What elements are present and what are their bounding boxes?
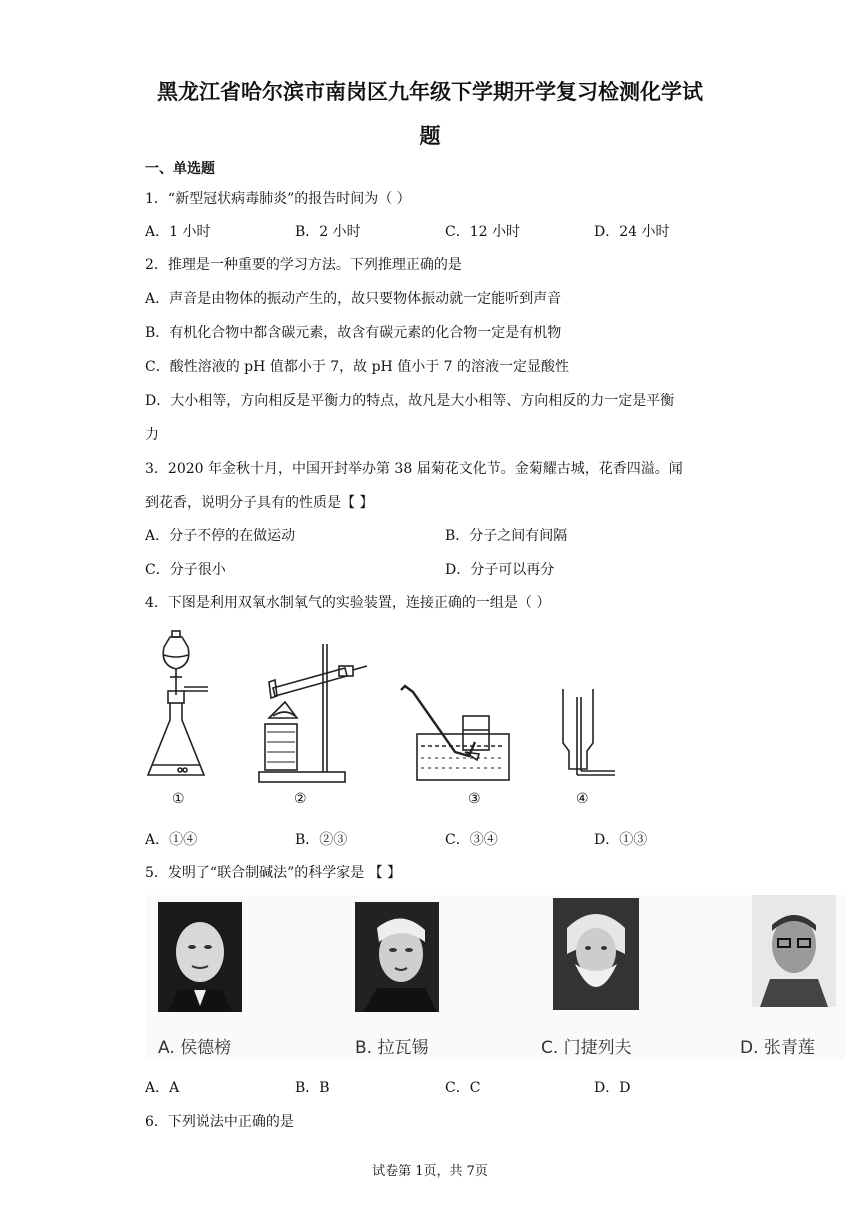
q3-option-d: D．分子可以再分 — [445, 562, 555, 578]
q4-stem: 4．下图是利用双氧水制氧气的实验装置，连接正确的一组是（ ） — [145, 595, 551, 611]
q5-option-c: C．C — [445, 1080, 481, 1096]
q4-option-c: C．③④ — [445, 832, 498, 848]
portrait-b-image — [355, 902, 439, 1012]
q1-option-b: B．2 小时 — [295, 224, 361, 240]
q2-option-b: B．有机化合物中都含碳元素，故含有碳元素的化合物一定是有机物 — [145, 325, 562, 341]
apparatus-label-1: ① — [172, 791, 185, 807]
page-footer: 试卷第 1页，共 7页 — [372, 1164, 488, 1179]
q3-stem-cont: 到花香，说明分子具有的性质是【 】 — [145, 495, 374, 511]
q3-option-c: C．分子很小 — [145, 562, 226, 578]
q3-option-a: A．分子不停的在做运动 — [145, 528, 296, 544]
q2-option-d-cont: 力 — [145, 427, 159, 443]
portrait-caption-b: B. 拉瓦锡 — [355, 1038, 429, 1058]
q2-option-c: C．酸性溶液的 pH 值都小于 7，故 pH 值小于 7 的溶液一定显酸性 — [145, 359, 570, 375]
q2-option-a: A．声音是由物体的振动产生的，故只要物体振动就一定能听到声音 — [145, 291, 562, 307]
q3-stem: 3．2020 年金秋十月，中国开封举办第 38 届菊花文化节。金菊耀古城，花香四溢。闻 — [145, 461, 683, 477]
q5-stem: 5．发明了“联合制碱法”的科学家是 【 】 — [145, 865, 402, 881]
q6-stem: 6．下列说法中正确的是 — [145, 1114, 294, 1130]
q5-option-b: B．B — [295, 1080, 330, 1096]
portrait-caption-a: A. 侯德榜 — [158, 1038, 232, 1058]
doc-title-line1: 黑龙江省哈尔滨市南岗区九年级下学期开学复习检测化学试 — [157, 80, 703, 104]
apparatus-2-heating-icon — [255, 640, 370, 785]
portrait-caption-d: D. 张青莲 — [740, 1038, 815, 1058]
section-heading: 一、单选题 — [145, 161, 215, 177]
portrait-a-image — [158, 902, 242, 1012]
doc-title-line2: 题 — [419, 124, 441, 148]
q5-option-a: A．A — [145, 1080, 180, 1096]
q4-option-b: B．②③ — [295, 832, 348, 848]
q4-option-a: A．①④ — [145, 832, 198, 848]
q5-option-d: D．D — [594, 1080, 631, 1096]
portrait-d-image — [752, 895, 836, 1007]
q1-option-d: D．24 小时 — [594, 224, 670, 240]
q4-option-d: D．①③ — [594, 832, 648, 848]
apparatus-1-flask-icon — [140, 625, 230, 785]
apparatus-label-2: ② — [294, 791, 307, 807]
q3-option-b: B．分子之间有间隔 — [445, 528, 568, 544]
apparatus-3-trough-icon — [395, 682, 515, 787]
q1-option-c: C．12 小时 — [445, 224, 520, 240]
q2-stem: 2．推理是一种重要的学习方法。下列推理正确的是 — [145, 257, 462, 273]
q2-option-d: D．大小相等，方向相反是平衡力的特点，故凡是大小相等、方向相反的力一定是平衡 — [145, 393, 675, 409]
q1-stem: 1．“新型冠状病毒肺炎”的报告时间为（ ） — [145, 191, 411, 207]
portrait-caption-c: C. 门捷列夫 — [541, 1038, 632, 1058]
portrait-c-image — [553, 898, 639, 1010]
q1-option-a: A．1 小时 — [145, 224, 211, 240]
apparatus-label-4: ④ — [576, 791, 589, 807]
apparatus-4-bottle-icon — [555, 685, 625, 780]
apparatus-label-3: ③ — [468, 791, 481, 807]
